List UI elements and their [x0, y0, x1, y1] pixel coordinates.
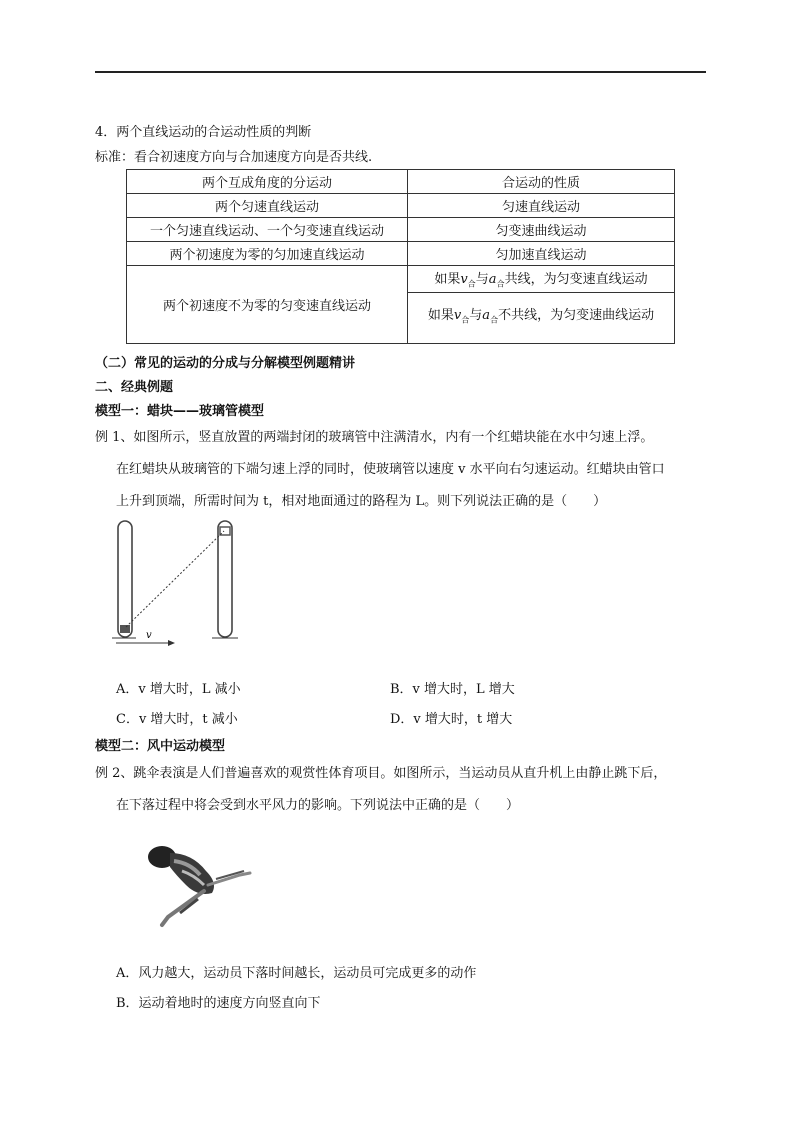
body-shape [170, 853, 214, 894]
table-cell: 两个匀速直线运动 [127, 194, 408, 218]
tube-left [118, 521, 132, 637]
model1-question-line: 例 1、如图所示，竖直放置的两端封闭的玻璃管中注满清水，内有一个红蜡块能在水中匀速上浮。 [95, 430, 654, 445]
table-cell: 如果$v_合$与$a_合$不共线，为匀变速曲线运动 [408, 293, 675, 344]
table-cell: 匀变速曲线运动 [408, 218, 675, 242]
trajectory-line [126, 531, 224, 627]
table-row [127, 242, 675, 266]
table-cell: 如果$v_合$与$a_合$共线，为匀变速直线运动 [408, 266, 675, 293]
table-cell: 两个初速度不为零的匀变速直线运动 [127, 266, 408, 344]
examples-heading: 二、经典例题 [95, 380, 174, 395]
section-title: 4．两个直线运动的合运动性质的判断 [95, 125, 312, 140]
table-cell: 两个初速度为零的匀加速直线运动 [127, 242, 408, 266]
option-c: C．v 增大时，t 减小 [116, 712, 238, 727]
arrow-head-icon [168, 640, 175, 646]
glass-tube-figure [112, 517, 242, 647]
option-d: D．v 增大时，t 增大 [390, 712, 513, 727]
wax-block-bottom [120, 625, 130, 633]
models-heading: （二）常见的运动的分成与分解模型例题精讲 [95, 356, 356, 371]
model2-title: 模型二：风中运动模型 [95, 739, 226, 754]
model1-question-line: 在红蜡块从玻璃管的下端匀速上浮的同时，使玻璃管以速度 v 水平向右匀速运动。红蜡块由管口 [116, 462, 665, 477]
table-row [127, 266, 675, 293]
table-header-cell: 两个互成角度的分运动 [127, 170, 408, 194]
motion-table [126, 169, 675, 344]
model2-question-line: 例 2、跳伞表演是人们普遍喜欢的观赏性体育项目。如图所示，当运动员从直升机上由静止跳下后， [95, 766, 667, 781]
table-row [127, 194, 675, 218]
option-a: A．v 增大时，L 减小 [116, 682, 241, 697]
table-row [127, 218, 675, 242]
option-b: B．运动着地时的速度方向竖直向下 [116, 996, 321, 1011]
option-a: A．风力越大，运动员下落时间越长，运动员可完成更多的动作 [116, 966, 477, 981]
tube-right [218, 521, 232, 637]
table-header-cell: 合运动的性质 [408, 170, 675, 194]
model2-question-line: 在下落过程中将会受到水平风力的影响。下列说法中正确的是（ ） [116, 798, 520, 813]
table-header-row [127, 170, 675, 194]
skydiver-figure [140, 835, 260, 935]
table-cell: 一个匀速直线运动、一个匀变速直线运动 [127, 218, 408, 242]
table-cell: 匀速直线运动 [408, 194, 675, 218]
standard-line: 标准：看合初速度方向与合加速度方向是否共线. [95, 150, 373, 165]
model1-title: 模型一：蜡块——玻璃管模型 [95, 404, 265, 419]
model1-question-line: 上升到顶端，所需时间为 t，相对地面通过的路程为 L。则下列说法正确的是（ ） [116, 494, 607, 509]
leg-shape [162, 891, 204, 925]
option-b: B．v 增大时，L 增大 [390, 682, 515, 697]
table-cell: 匀加速直线运动 [408, 242, 675, 266]
velocity-label: v [146, 630, 152, 641]
top-rule [95, 71, 706, 73]
